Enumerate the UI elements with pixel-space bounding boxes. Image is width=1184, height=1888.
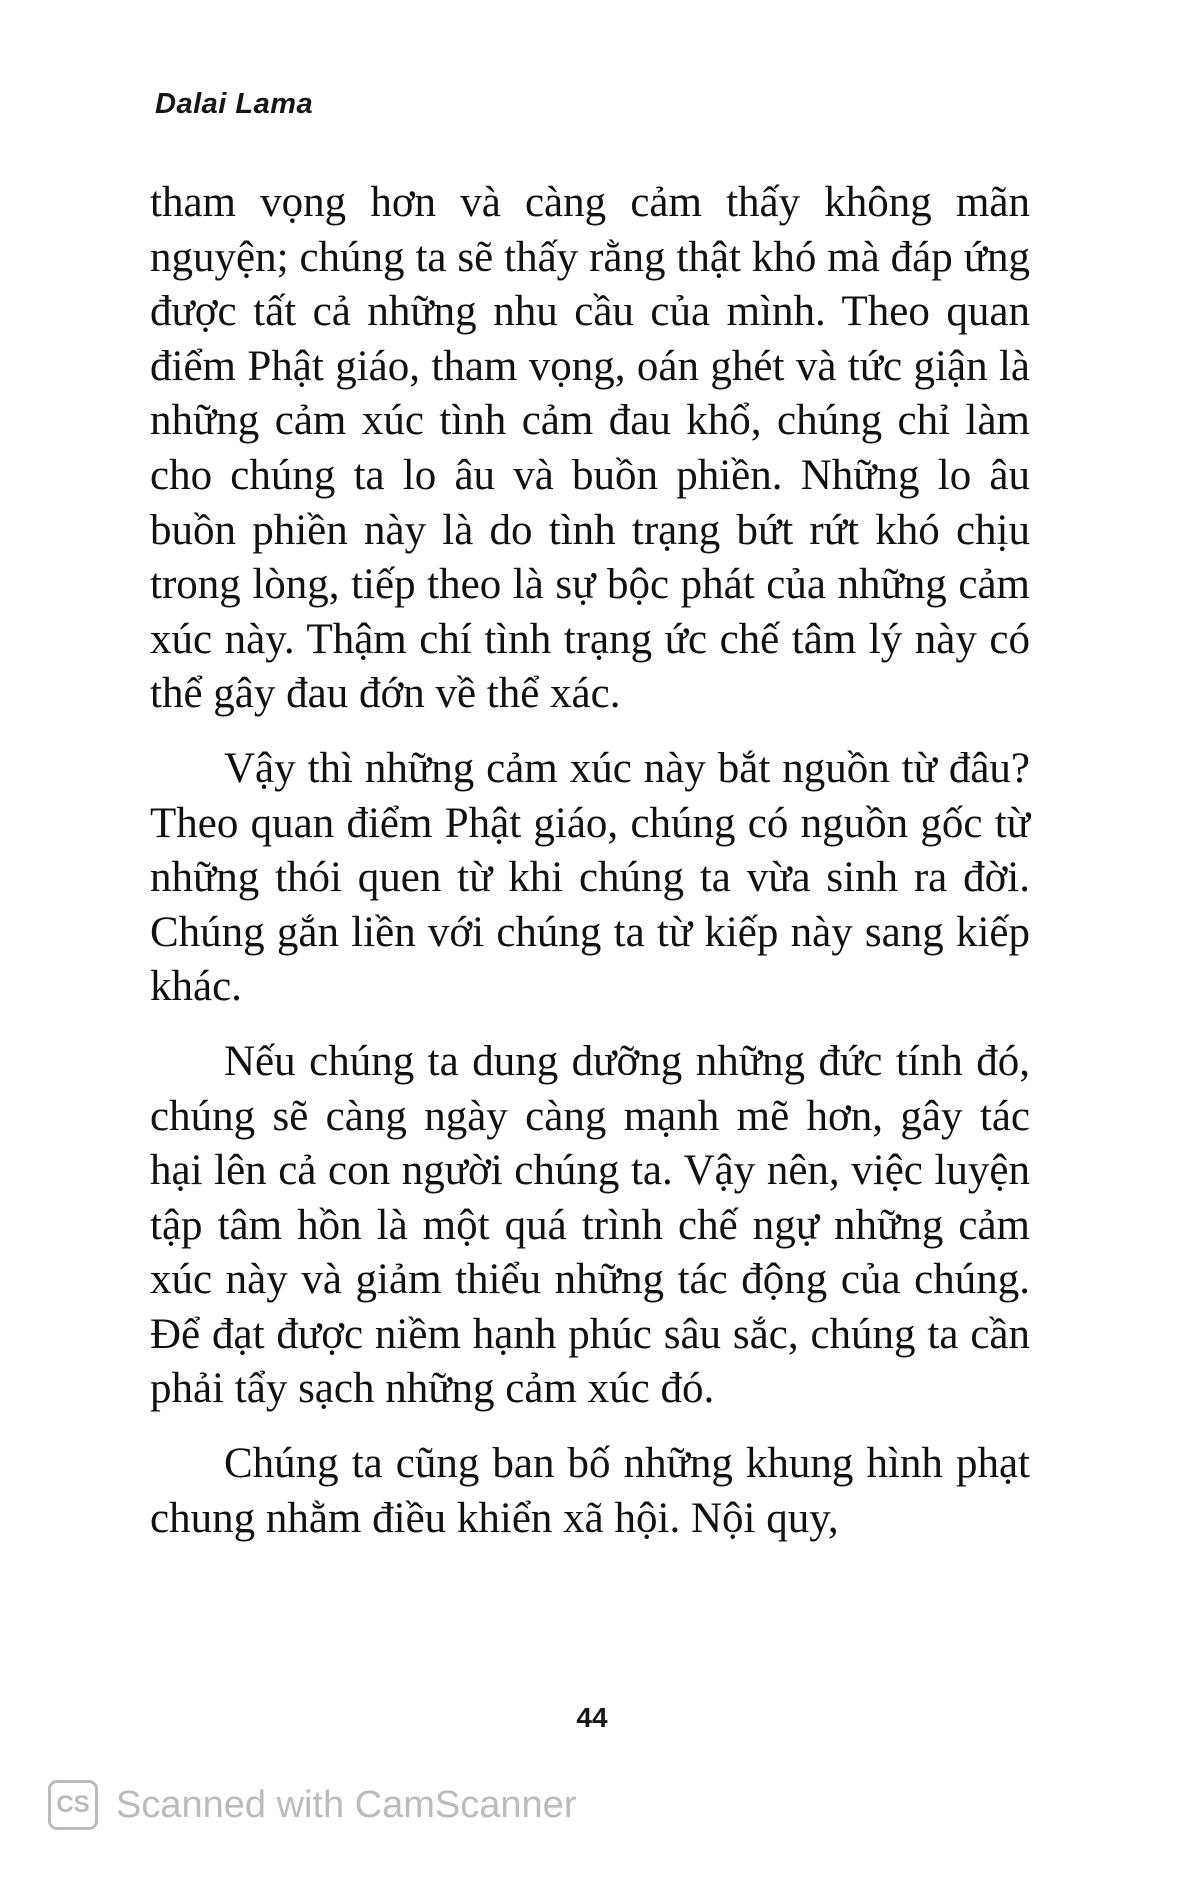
watermark-text: Scanned with CamScanner — [116, 1783, 577, 1826]
camscanner-watermark — [48, 1777, 576, 1833]
camscanner-logo-icon: CS — [48, 1780, 98, 1830]
running-title: Dalai Lama — [155, 88, 314, 120]
paragraph: Vậy thì những cảm xúc này bắt nguồn từ đâu? Theo quan điểm Phật giáo, chúng có nguồn gốc từ những thói quen từ khi chúng ta vừa sinh ra đời. Chúng gắn liền với chúng ta từ kiếp này sang kiếp khác. — [150, 744, 1030, 1011]
paragraph: Nếu chúng ta dung dưỡng những đức tính đó, chúng sẽ càng ngày càng mạnh mẽ hơn, gây tác hại lên cả con người chúng ta. Vậy nên, việc luyện tập tâm hồn là một quá trình chế ngự những cảm xúc này và giảm thiểu những tác động của chúng. Để đạt được niềm hạnh phúc sâu sắc, chúng ta cần phải tẩy sạch những cảm xúc đó. — [150, 1037, 1030, 1413]
body-text — [150, 176, 1030, 1546]
paragraph: Chúng ta cũng ban bố những khung hình phạt chung nhằm điều khiển xã hội. Nội quy, — [150, 1440, 1030, 1542]
paragraph: tham vọng hơn và càng cảm thấy không mãn nguyện; chúng ta sẽ thấy rằng thật khó mà đáp ứng được tất cả những nhu cầu của mình. Theo quan điểm Phật giáo, tham vọng, oán ghét và tức giận là những cảm xúc tình cảm đau khổ, chúng chỉ làm cho chúng ta lo âu và buồn phiền. Những lo âu buồn phiền này là do tình trạng bứt rứt khó chịu trong lòng, tiếp theo là sự bộc phát của những cảm xúc này. Thậm chí tình trạng ức chế tâm lý này có thể gây đau đớn về thể xác. — [150, 179, 1030, 718]
page-number: 44 — [576, 1702, 608, 1733]
